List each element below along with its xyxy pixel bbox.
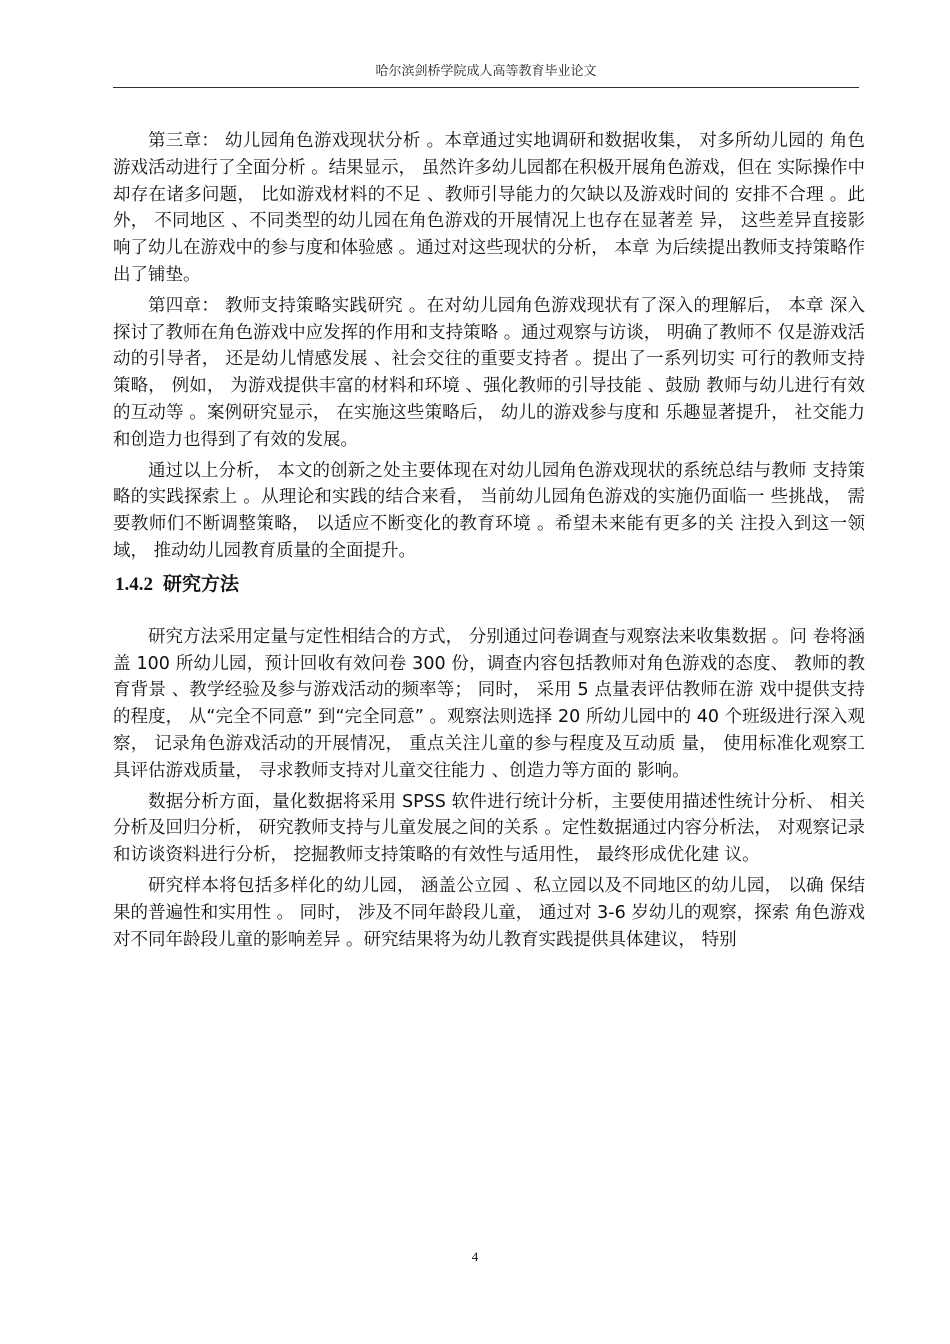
document-body (113, 128, 865, 957)
paragraph-chapter-four: 第四章： 教师支持策略实践研究 。在对幼儿园角色游戏现状有了深入的理解后， 本章 深入探讨了教师在角色游戏中应发挥的作用和支持策略 。通过观察与访谈， 明确了教师不 仅是游戏活动的引导者， 还是幼儿情感发展 、社会交往的重要支持者 。提出了一系列切实 可行的教师支持策略， 例如， 为游戏提供丰富的材料和环境 、强化教师的引导技能 、鼓励 教师与幼儿进行有效的互动等 。案例研究显示， 在实施这些策略后， 幼儿的游戏参与度和 乐趣显著提升， 社交能力和创造力也得到了有效的发展。 (113, 295, 865, 450)
running-header: 哈尔滨剑桥学院成人高等教育毕业论文 (375, 64, 597, 79)
section-number: 1.4.2 (115, 573, 153, 595)
section-heading (113, 569, 865, 600)
paragraph-summary: 通过以上分析， 本文的创新之处主要体现在对幼儿园角色游戏现状的系统总结与教师 支持策略的实践探索上 。从理论和实践的结合来看， 当前幼儿园角色游戏的实施仍面临一 些挑战， 需要教师们不断调整策略， 以适应不断变化的教育环境 。希望未来能有更多的关 注投入到这一领域， 推动幼儿园教育质量的全面提升。 (113, 460, 865, 561)
paragraph-research-sample: 研究样本将包括多样化的幼儿园， 涵盖公立园 、私立园以及不同地区的幼儿园， 以确 保结果的普遍性和实用性 。 同时， 涉及不同年龄段儿童， 通过对 3-6 岁幼儿的观察，探索 角色游戏对不同年龄段儿童的影响差异 。研究结果将为幼儿教育实践提供具体建议， 特别 (113, 875, 865, 950)
paragraph-data-analysis: 数据分析方面，量化数据将采用 SPSS 软件进行统计分析，主要使用描述性统计分析、 相关分析及回归分析， 研究教师支持与儿童发展之间的关系 。定性数据通过内容分析法， 对观察记录和访谈资料进行分析， 挖掘教师支持策略的有效性与适用性， 最终形成优化建 议。 (113, 791, 865, 866)
page-number: 4 (471, 1249, 479, 1264)
paragraph-research-methods: 研究方法采用定量与定性相结合的方式， 分别通过问卷调查与观察法来收集数据 。问 卷将涵盖 100 所幼儿园，预计回收有效问卷 300 份，调查内容包括教师对角色游戏的态度、 教师的教育背景 、教学经验及参与游戏活动的频率等； 同时， 采用 5 点量表评估教师在游 戏中提供支持的程度， 从“完全不同意” 到“完全同意” 。观察法则选择 20 所幼儿园中的 40 个班级进行深入观察， 记录角色游戏活动的开展情况， 重点关注儿童的参与程度及互动质 量， 使用标准化观察工具评估游戏质量， 寻求教师支持对儿童交往能力 、创造力等方面的 影响。 (113, 626, 865, 781)
paragraph-chapter-three: 第三章： 幼儿园角色游戏现状分析 。本章通过实地调研和数据收集， 对多所幼儿园的 角色游戏活动进行了全面分析 。结果显示， 虽然许多幼儿园都在积极开展角色游戏，但在 实际操作中却存在诸多问题， 比如游戏材料的不足 、教师引导能力的欠缺以及游戏时间的 安排不合理 。此外， 不同地区 、不同类型的幼儿园在角色游戏的开展情况上也存在显著差 异， 这些差异直接影响了幼儿在游戏中的参与度和体验感 。通过对这些现状的分析， 本章 为后续提出教师支持策略作出了铺垫。 (113, 131, 865, 285)
header-divider (113, 87, 859, 88)
section-title: 研究方法 (163, 572, 240, 595)
